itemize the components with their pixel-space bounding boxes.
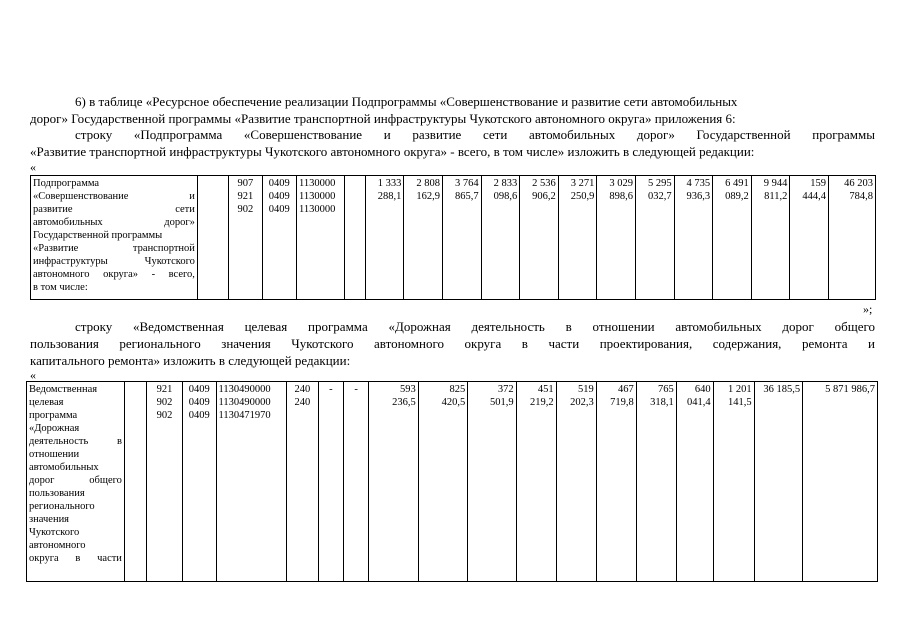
- amount-cell: [674, 176, 713, 300]
- amount-cell: [516, 382, 556, 582]
- name-line: отношении: [29, 449, 80, 460]
- paragraph-2-line-2: «Развитие транспортной инфраструктуры Чукотского автономного округа» - всего, в том числе» изложить в следующей редакции:: [30, 144, 755, 159]
- amount-line: 6 491: [725, 178, 749, 189]
- amount-cell: [635, 176, 674, 300]
- name-line: дорог общего: [29, 475, 122, 486]
- amount-line: 1 201: [728, 384, 752, 395]
- code-value: 921: [156, 384, 173, 395]
- paragraph-1-line-2: дорог» Государственной программы «Развитие транспортной инфраструктуры Чукотского автономного округа» приложения 6:: [30, 111, 736, 126]
- name-line: развитие сети: [33, 204, 195, 215]
- table-targeted-program: [26, 381, 878, 582]
- section-value: 0409: [268, 204, 290, 215]
- amount-line: 36 185,5: [763, 384, 801, 395]
- target-value: 1130000: [298, 204, 336, 215]
- section-value: 0409: [188, 410, 210, 421]
- amount-line: 467: [617, 384, 634, 395]
- amount-line: 451: [537, 384, 554, 395]
- open-quote-2: «: [30, 368, 36, 382]
- amount-line: 5 871 986,7: [825, 384, 875, 395]
- amount-line: 372: [497, 384, 514, 395]
- table-row: [31, 176, 876, 300]
- amount-cell: [713, 382, 754, 582]
- target-value: 1130471970: [218, 410, 271, 421]
- paragraph-3: [30, 318, 875, 369]
- name-line: деятельность в: [29, 436, 122, 447]
- amount-line: 3 764: [454, 178, 479, 189]
- amount-line: 784,8: [849, 191, 873, 202]
- section-value: 0409: [188, 384, 210, 395]
- amount-line: 593: [399, 384, 416, 395]
- dash-cell: -: [318, 382, 343, 582]
- paragraph-1-line-1: 6) в таблице «Ресурсное обеспечение реализации Подпрограммы «Совершенствование и развитие сети автомобильных: [75, 94, 738, 109]
- paragraph-3-line-3: капитального ремонта» изложить в следующей редакции:: [30, 353, 351, 368]
- target-value: 1130490000: [218, 384, 271, 395]
- amount-line: 811,2: [764, 191, 788, 202]
- name-line: автономного округа» - всего,: [33, 269, 195, 280]
- amount-line: 501,9: [490, 397, 514, 408]
- code-value: 921: [237, 191, 254, 202]
- amount-line: 236,5: [392, 397, 416, 408]
- amount-line: 141,5: [728, 397, 752, 408]
- amount-line: 444,4: [802, 191, 826, 202]
- name-line: автомобильных: [29, 462, 99, 473]
- type-value: 240: [294, 384, 311, 395]
- section-value: 0409: [268, 191, 290, 202]
- amount-cell: [636, 382, 676, 582]
- name-line: целевая: [29, 397, 64, 408]
- amount-line: 898,6: [609, 191, 633, 202]
- name-line: автономного: [29, 540, 86, 551]
- amount-line: 2 833: [493, 178, 518, 189]
- amount-cell: [828, 176, 875, 300]
- amount-cell: [481, 176, 520, 300]
- code-value: 907: [237, 178, 254, 189]
- blank-cell: [124, 382, 146, 582]
- name-line: «Совершенствование и: [33, 191, 195, 202]
- paragraph-1: [30, 93, 875, 127]
- amount-line: 936,3: [686, 191, 711, 202]
- amount-line: 4 735: [686, 178, 711, 189]
- amount-line: 3 271: [570, 178, 595, 189]
- paragraph-2: [30, 126, 875, 160]
- amount-line: 3 029: [609, 178, 633, 189]
- amount-line: 1 333: [377, 178, 402, 189]
- amount-line: 46 203: [844, 178, 873, 189]
- amount-cell: [790, 176, 829, 300]
- paragraph-3-line-2: пользования регионального значения Чукотского автономного округа в части проектирования, содержания, ремонта и: [30, 336, 875, 351]
- amount-cell: [754, 382, 802, 582]
- amount-cell: [558, 176, 597, 300]
- section-value: 0409: [188, 397, 210, 408]
- open-quote-1: «: [30, 160, 36, 174]
- closing-mark: »;: [863, 302, 873, 316]
- amount-cell: [369, 382, 419, 582]
- blank-cell: [197, 176, 228, 300]
- target-value: 1130000: [298, 191, 336, 202]
- amount-line: 9 944: [763, 178, 788, 189]
- amount-cell: [404, 176, 443, 300]
- amount-line: 202,3: [570, 397, 594, 408]
- row-name-cell: [31, 176, 198, 300]
- amount-cell: [803, 382, 878, 582]
- amount-line: 5 295: [647, 178, 672, 189]
- name-line: Чукотского: [29, 527, 80, 538]
- name-line: программа: [29, 410, 78, 421]
- name-line: инфраструктуры Чукотского: [33, 256, 195, 267]
- amount-line: 041,4: [686, 397, 711, 408]
- amount-cell: [713, 176, 752, 300]
- amount-line: 906,2: [532, 191, 556, 202]
- amount-cell: [418, 382, 468, 582]
- amount-cell: [556, 382, 596, 582]
- code-value: 902: [156, 397, 173, 408]
- amount-line: 719,8: [610, 397, 634, 408]
- amount-cell: [676, 382, 713, 582]
- name-line: Ведомственная: [29, 384, 98, 395]
- amount-cell: [751, 176, 790, 300]
- name-line: в том числе:: [33, 282, 88, 293]
- dash-cell: -: [343, 382, 368, 582]
- name-line: Государственной программы: [33, 230, 163, 241]
- amount-line: 250,9: [570, 191, 595, 202]
- ministry-code-cell: [147, 382, 183, 582]
- name-line: округа в части: [29, 553, 122, 564]
- target-code-cell: [216, 382, 287, 582]
- code-value: 902: [156, 410, 173, 421]
- amount-cell: [520, 176, 559, 300]
- name-line: Подпрограмма: [33, 178, 100, 189]
- paragraph-3-line-1: строку «Ведомственная целевая программа «Дорожная деятельность в отношении автомобильных дорог общего: [75, 319, 875, 334]
- amount-line: 089,2: [725, 191, 749, 202]
- amount-line: 159: [810, 178, 826, 189]
- table-row: [27, 382, 878, 582]
- section-value: 0409: [268, 178, 290, 189]
- amount-line: 519: [577, 384, 594, 395]
- amount-line: 825: [449, 384, 466, 395]
- name-line: регионального: [29, 501, 95, 512]
- amount-cell: [365, 176, 404, 300]
- amount-line: 219,2: [530, 397, 554, 408]
- type-value: 240: [294, 397, 311, 408]
- amount-cell: [596, 382, 636, 582]
- table-subprogram: [30, 175, 876, 300]
- expense-type-cell: [287, 382, 319, 582]
- amount-line: 288,1: [377, 191, 402, 202]
- blank-cell-2: [344, 176, 365, 300]
- amount-line: 162,9: [416, 191, 441, 202]
- amount-line: 640: [694, 384, 711, 395]
- amount-line: 098,6: [493, 191, 518, 202]
- amount-line: 420,5: [441, 397, 466, 408]
- amount-cell: [443, 176, 482, 300]
- code-value: 902: [237, 204, 254, 215]
- target-code-cell: [296, 176, 344, 300]
- amount-line: 865,7: [454, 191, 479, 202]
- name-line: пользования: [29, 488, 85, 499]
- name-line: значения: [29, 514, 70, 525]
- amount-cell: [468, 382, 516, 582]
- target-value: 1130000: [298, 178, 336, 189]
- amount-line: 032,7: [647, 191, 672, 202]
- paragraph-2-line-1: строку «Подпрограмма «Совершенствование и развитие сети автомобильных дорог» Государственной программы: [75, 127, 875, 142]
- amount-line: 2 808: [416, 178, 441, 189]
- name-line: «Развитие транспортной: [33, 243, 195, 254]
- name-line: автомобильных дорог»: [33, 217, 195, 228]
- section-code-cell: [262, 176, 296, 300]
- section-code-cell: [182, 382, 216, 582]
- name-line: «Дорожная: [29, 423, 80, 434]
- ministry-code-cell: [229, 176, 262, 300]
- row-name-cell: [27, 382, 125, 582]
- amount-cell: [597, 176, 636, 300]
- amount-line: 765: [657, 384, 674, 395]
- amount-line: 2 536: [532, 178, 556, 189]
- target-value: 1130490000: [218, 397, 271, 408]
- amount-line: 318,1: [650, 397, 674, 408]
